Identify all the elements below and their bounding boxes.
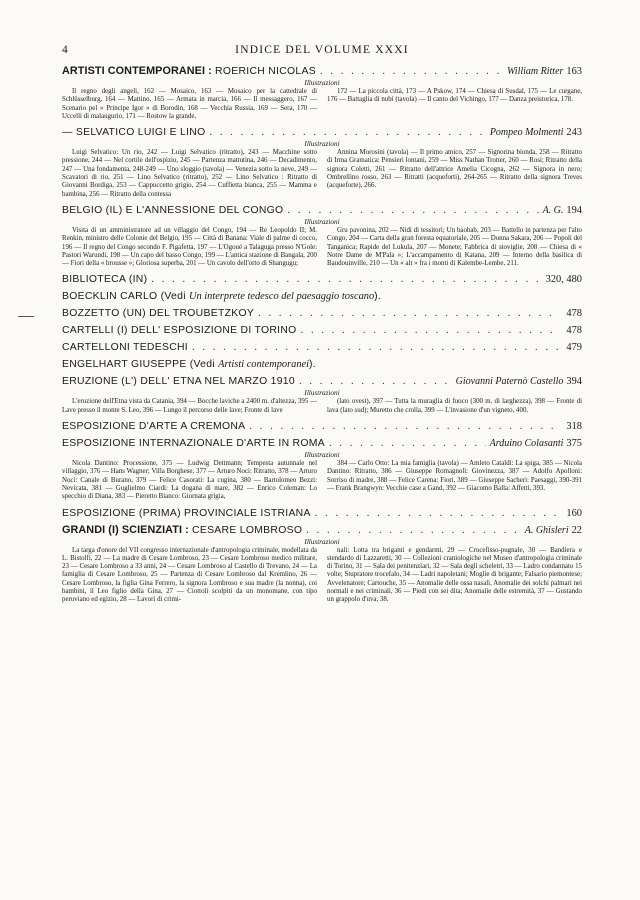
entry-pages: 318	[566, 421, 582, 433]
entry-crossref: Artisti contemporanei	[218, 359, 310, 371]
illustrations-col-right: 172 — La piccola città, 173 — A Pskow, 174 — Chiesa di Susdal, 175 — Le curgane, 176 — Battaglia di nubi (tavola) — Il canto del Vichingo, 177 — Danza preistorica, 178.	[327, 88, 582, 104]
illustrations-col-left: Luigi Selvatico: Un rio, 242 — Luigi Selvatico (ritratto), 243 — Macchine sotto pressione, 244 — Nel cortile dell'ospizio, 245 — Partenza mattutina, 246 — Decadimento, 247 — Una fondamenta, 248-249 — Uno sloggio (tavola) — Venezia sotto la neve, 249 — Scavatori di rio, 251 — Lino Selvatico (ritratto), 252 — Lino Selvatico : Ritratto di Giovanni Bordiga, 253 — Cappuccetto grigio, 254 — Cuffietta bianca, 255 — Mamma e bambina, 256 — Ritratto della contessa	[62, 149, 317, 198]
entry-title: BOZZETTO (UN) DEL TROUBETZKOY	[62, 308, 255, 320]
entry-pages: 479	[566, 342, 582, 354]
entry-title: ESPOSIZIONE (PRIMA) PROVINCIALE ISTRIANA	[62, 507, 311, 519]
leader-dots	[151, 274, 538, 285]
illustrations-list	[62, 149, 582, 199]
entry-title: BIBLIOTECA (IN)	[62, 274, 148, 286]
entry-author: Arduino Colasanti	[489, 438, 564, 450]
entry-author: Giovanni Paternò Castello	[455, 376, 564, 388]
entry-title: ESPOSIZIONE D'ARTE A CREMONA	[62, 421, 246, 433]
page-header	[62, 38, 582, 60]
index-entry	[62, 126, 582, 138]
illustrations-list	[62, 460, 582, 501]
entry-title: CARTELLI (I) DELL' ESPOSIZIONE DI TORINO	[62, 325, 297, 337]
index-entry	[62, 507, 582, 519]
page-number: 4	[62, 44, 68, 56]
entry-pages: 160	[566, 507, 582, 519]
illustrations-col-right: nali: Lotta tra briganti e gendarmi, 29 — Crocefisso-pugnale, 30 — Bandiera e stendardo di Lazzaretti, 30 — Collezioni craniologiche nel Museo d'antropologia criminale di Torino, 31 — Sala dei penitenziari, 32 — Sala degli scheletri, 33 — Ladro condannato 15 volte; Stupratore trocefalo, 34 — Ladri napoletani; Moglie di brigante; Falsario piemontese; Avvelenatore; Cartouche, 35 — Anomalie delle ossa nasali, Anomalie dei solchi palmari nei normali e nei criminali, 36 — Piedi con sei dita; Anomalie delle estremità, 37 — Gustando un grappolo d'uva, 38.	[327, 546, 582, 604]
entry-pages: 320, 480	[545, 274, 582, 286]
entry-pages: 194	[566, 204, 582, 216]
leader-dots	[209, 127, 485, 138]
index-entry	[62, 358, 582, 370]
leader-dots	[306, 525, 521, 536]
entry-title: ERUZIONE (L') DELL' ETNA NEL MARZO 1910	[62, 376, 295, 388]
leader-dots	[249, 421, 559, 432]
leader-dots	[192, 342, 559, 353]
illustrations-label: Illustrazioni	[304, 217, 340, 226]
illustrations-col-right: Annina Morosini (tavola) — Il primo amico, 257 — Signorina bionda, 258 — Ritratto di Irma Gramatica: Pensieri lontani, 259 — Miss Nathan Trotter, 260 — Rosi; Ritratto della signora Coletti, 261 — Ritratto dell'attrice Amelia Cicogna, 262 — Signora in nero; Ombrellino rosso, 263 — Ritratti (acqueforti), 264-265 — Ritratto della signora Treves (acqueforte), 266.	[327, 149, 582, 190]
entry-pages: 478	[566, 325, 582, 337]
entry-title: BOECKLIN CARLO (Vedi	[62, 291, 189, 303]
illustrations-list	[62, 547, 582, 605]
index-entry	[62, 65, 582, 77]
entry-pages: 163	[566, 66, 582, 77]
index-entry	[62, 420, 582, 432]
illustrations-col-left: La targa d'onore del VII congresso internazionale d'antropologia criminale, modellata da L. Bistolfi, 22 — La madre di Cesare Lombroso, 23 — Cesare Lombroso medico militare, 23 — Cesare Lombroso a 33 anni, 24 — Cesare Lombroso al Castello di Trevano, 24 — La famiglia di Cesare Lombroso, 25 — Partenza di Cesare Lombroso dal Kremlino, 26 — Cesare Lombroso, la figlia Gina Ferrero, la signora Lombroso e sua madre (la nonna), coi bambini, il Leo figlio della Gina, 27 — Ciottoli scolpiti da un monomane, con tipo peruviano ed egizio, 28 — Lavori di crimi-	[62, 546, 317, 604]
leader-dots	[301, 325, 560, 336]
entry-title: CARTELLONI TEDESCHI	[62, 342, 188, 354]
leader-dots	[315, 508, 560, 519]
illustrations-col-left: L'eruzione dell'Etna vista da Catania, 394 — Bocche laviche a 2400 m. d'altezza, 395 — Lave presso il monte S. Leo, 396 — Lungo il percorso delle lave; Fronte di lave	[62, 398, 317, 414]
illustrations-label: Illustrazioni	[304, 79, 340, 87]
entry-pages: 478	[566, 308, 582, 320]
illustrations-label: Illustrazioni	[304, 537, 340, 546]
entry-title: ROERICH NICOLAS	[211, 66, 316, 77]
illustrations-col-right: 384 — Carlo Otto: La mia famiglia (tavola) — Amleto Cataldi: La spiga, 385 — Nicola Dantino: Ritratto, 386 — Giuseppe Romagnoli: Giovinezza, 387 — Adolfo Apolloni: Sorriso di madre, 388 — Felice Carena: Fiori, 389 — Giuseppe Sacheri: Paesaggi, 390-391 — Frank Brangwyn: Vecchie case a Gand, 392 — Giacomo Balla: Affetti, 393.	[327, 460, 582, 492]
index-entry	[62, 290, 582, 302]
entry-heading: ARTISTI CONTEMPORANEI :	[62, 65, 212, 77]
entry-title: ESPOSIZIONE INTERNAZIONALE D'ARTE IN ROMA	[62, 438, 325, 450]
entry-pages: 394	[566, 376, 582, 388]
entry-title: ENGELHART GIUSEPPE (Vedi	[62, 359, 219, 371]
index-page	[62, 38, 582, 607]
entry-pages: 22	[571, 524, 582, 536]
illustrations-col-left: Visita di un amministratore ad un villaggio del Congo, 194 — Re Leopoldo II; M. Renkin, ministro delle Colonie del Belgio, 195 — Città di Banana: Viale di palme di cocco, 196 — Il regno del Congo secondo F. Pigafetta, 197 — L'Ogoué a Talaguga presso N'Gole: Pastori Warundi, 198 — Un capo del basso Congo, 199 — L'antica stazione di Bangala, 200 — Fiori della « brousse »; Gloriosa superba, 201 — Un cavolo dell'orto di Shangugu;	[62, 226, 317, 268]
illustrations-col-right: Gru pavonina, 202 — Nidi di tessitori; Un baobab, 203 — Battello in partenza per l'alto Congo, 204 — Carta della gran foresta equatoriale, 205 — Donna Sakara, 206 — Popoli del Tanganica; Rapide del Lukula, 207 — Monete; Fabbrica di stoviglie, 208 — Chiesa di « Notre Dame de M'Pala »; L'accampamento di Katana, 209 — Interno della basilica di Baudouinville, 210 — Un « alt » fra i monti di Kalembe-Lembe, 211.	[327, 226, 582, 268]
index-entry	[62, 375, 582, 387]
index-entry	[62, 204, 582, 216]
entry-author: A. Ghisleri	[524, 524, 569, 536]
index-entry	[62, 324, 582, 336]
illustrations-label: Illustrazioni	[304, 451, 340, 460]
entry-author: Pompeo Molmenti	[489, 127, 564, 139]
illustrations-list	[62, 227, 582, 268]
illustrations-list	[62, 88, 582, 121]
entry-author: William Ritter	[507, 66, 564, 77]
leader-dots	[299, 376, 452, 387]
entry-title: — SELVATICO LUIGI E LINO	[62, 127, 206, 139]
page-title: INDICE DEL VOLUME XXXI	[235, 44, 409, 56]
entry-title: CESARE LOMBROSO	[188, 524, 303, 536]
illustrations-label: Illustrazioni	[304, 389, 340, 398]
margin-pencil-mark	[18, 316, 34, 317]
entry-crossref: Un interprete tedesco del paesaggio toscano	[189, 291, 375, 303]
illustrations-col-right: (lato ovest), 397 — Tutta la muraglia di fuoco (300 m. di larghezza), 398 — Fronte di lava (lato sud); Muretto che crolla, 399 — L'invasione d'un vigneto, 400.	[327, 398, 582, 414]
entry-pages: 375	[566, 438, 582, 450]
entry-title: BELGIO (IL) E L'ANNESSIONE DEL CONGO	[62, 204, 284, 216]
index-entry	[62, 273, 582, 285]
entry-pages: 243	[566, 127, 582, 139]
entry-author: A. G.	[542, 204, 564, 216]
entry-title-end: ).	[374, 291, 382, 303]
index-entry	[62, 307, 582, 319]
index-entry	[62, 437, 582, 449]
leader-dots	[320, 66, 503, 77]
leader-dots	[258, 308, 559, 319]
entry-title-end: ).	[309, 359, 316, 371]
illustrations-label: Illustrazioni	[304, 140, 340, 149]
index-entry	[62, 341, 582, 353]
entry-heading: GRANDI (I) SCIENZIATI :	[62, 523, 189, 536]
index-entry	[62, 524, 582, 536]
illustrations-col-left: Nicola Dantino: Processione, 375 — Ludwig Dettmann; Tempesta autunnale nel villaggio, 376 — Hans Wagner; Villa Borghese, 377 — Arturo Noci: Ritratto, 378 — Arturo Noci: Canale di Burano, 379 — Felice Casorati: La cugina, 380 — Bartolomeo Bezzi: Nevicata, 381 — Guglielmo Ciardi: La dogana di mare, 382 — Enrico Coleman: Lo specchio di Diana, 383 — Pieretto Bianco: Giornata grigia,	[62, 460, 317, 501]
illustrations-list	[62, 398, 582, 415]
leader-dots	[287, 205, 538, 216]
leader-dots	[329, 438, 486, 449]
illustrations-col-left: Il regno degli angeli, 162 — Mosaico, 163 — Mosaico per la cattedrale di Schlüsselburg, 164 — Mattino, 165 — Armata in marcia, 166 — Il messaggero, 167 — Scenario pel « Principe Igor » di Borodin, 168 — Vecchia Russia, 169 — Sera, 170 — Uccelli di malaugurio, 171 — Rostow la grande,	[62, 88, 317, 120]
